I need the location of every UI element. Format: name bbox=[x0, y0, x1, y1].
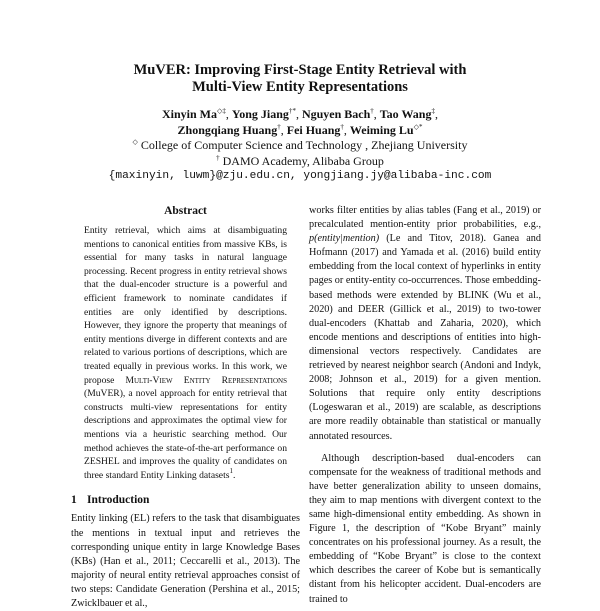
model-name: Multi-View Entity Representations bbox=[125, 374, 287, 386]
author-emails: {maxinyin, luwm}@zju.edu.cn, yongjiang.jy@alibaba-inc.com bbox=[108, 170, 492, 182]
author-name: Zhongqiang Huang bbox=[177, 122, 278, 137]
author-affil-mark: † bbox=[277, 122, 281, 131]
author-name: Fei Huang bbox=[286, 122, 341, 137]
author-affil-mark: ◇* bbox=[413, 122, 423, 131]
section-heading bbox=[71, 493, 300, 507]
abstract-text: Entity retrieval, which aims at disambiguating mentions to canonical entities from massive KBs, is essential for many tasks in natural language processing. Recent progress in entity retrieval shows that the dual-encoder structure is a powerful and efficient framework to nominate candidates if entities are only identified by descriptions. However, they ignore the property that meanings of entity mentions diverge in different contexts and are related to various portions of descriptions, which are treated equally in previous works. In this work, we propose bbox=[84, 225, 287, 386]
section-title: Introduction bbox=[87, 494, 150, 507]
footnote-mark: 1 bbox=[229, 466, 233, 475]
affiliation-2 bbox=[60, 154, 540, 170]
abstract-body bbox=[84, 224, 287, 482]
author-line-1: Xinyin Ma◇‡, Yong Jiang†*, Nguyen Bach†, Tao Wang‡, bbox=[162, 107, 438, 121]
body-text: (Le and Titov, 2018). Ganea and Hofmann (2017) and Yamada et al. (2016) build entity embedding from the local context of hyperlinks in entity pages or entity-entity co-occurrences. Those embedding-based methods were extended by BLINK (Wu et al., 2020) and DEER (Gillick et al., 2019) to two-tower dual-encoders (Khattab and Zaharia, 2020), which encode mentions and descriptions of entities into high-dimensional vectors respectively. Candidates are retrieved by nearest neighbor search (Andoni and Indyk, 2008; Johnson et al., 2019) for a given mention. Solutions that require only entity descriptions (Logeswaran et al., 2019) are scalable, as descriptions are more readily obtainable than statistical or manually annotated resources. bbox=[309, 233, 541, 442]
right-column bbox=[309, 204, 541, 607]
author-affil-mark: †* bbox=[288, 107, 296, 115]
body-text: works filter entities by alias tables (Fang et al., 2019) or precalculated mention-entity prior probabilities, e.g., bbox=[309, 205, 541, 231]
intro-paragraph: Entity linking (EL) refers to the task that disambiguates the mentions in textual input and retrieves the corresponding unique entity in large Knowledge Bases (KBs) (Han et al., 2011; Ceccarelli et al., 2013). The majority of neural entity retrieval approaches consist of two steps: Candidate Generation (Pershina et al., 2015; Zwicklbauer et al., bbox=[71, 513, 300, 610]
body-paragraph bbox=[309, 204, 541, 444]
affiliation-1 bbox=[60, 138, 540, 154]
abstract-heading: Abstract bbox=[164, 205, 207, 217]
formula: p(entity|mention) bbox=[309, 233, 380, 245]
author-affil-mark: ◇‡ bbox=[217, 107, 226, 115]
left-column bbox=[71, 204, 300, 611]
affil-text: DAMO Academy, Alibaba Group bbox=[222, 153, 384, 168]
section-number: 1 bbox=[71, 494, 77, 507]
author-name: Xinyin Ma bbox=[162, 107, 218, 121]
author-name: Yong Jiang bbox=[231, 107, 289, 121]
author-affil-mark: † bbox=[340, 122, 344, 131]
author-name: Nguyen Bach bbox=[301, 107, 371, 121]
affil-symbol: † bbox=[216, 153, 220, 162]
title-line-2: Multi-View Entity Representations bbox=[192, 79, 408, 95]
author-name: Weiming Lu bbox=[349, 122, 414, 137]
affil-text: College of Computer Science and Technology , Zhejiang University bbox=[140, 138, 468, 152]
title-line-1: MuVER: Improving First-Stage Entity Retrieval with bbox=[133, 62, 467, 78]
author-affil-mark: ‡ bbox=[431, 107, 435, 115]
author-affil-mark: † bbox=[370, 107, 374, 115]
abstract-text: . bbox=[232, 469, 236, 481]
author-line-2: Zhongqiang Huang†, Fei Huang†, Weiming Lu◇* bbox=[177, 122, 423, 137]
abstract-text: (MuVER), a novel approach for entity retrieval that constructs multi-view representations for entity descriptions and approximates the optimal view for mentions via a heuristic searching method. Our method achieves the state-of-the-art performance on ZESHEL and improves the quality of candidates on three standard Entity Linking datasets bbox=[84, 388, 287, 481]
paper-title bbox=[60, 62, 540, 96]
body-paragraph: Although description-based dual-encoders can compensate for the weakness of traditional methods and have better generalization ability to unseen domains, they aim to map mentions with divergent context to the same high-dimensional entity embedding. As shown in Figure 1, the description of “Kobe Bryant” mainly concentrates on his professional journey. As a result, the embedding of “Kobe Bryant” is close to the context which describes the career of Kobe but is semantically distant from his helicopter accident. Dual-encoders are trained to bbox=[309, 452, 541, 605]
author-name: Tao Wang bbox=[379, 107, 432, 121]
author-block bbox=[60, 107, 540, 185]
affil-symbol: ◇ bbox=[132, 138, 138, 146]
